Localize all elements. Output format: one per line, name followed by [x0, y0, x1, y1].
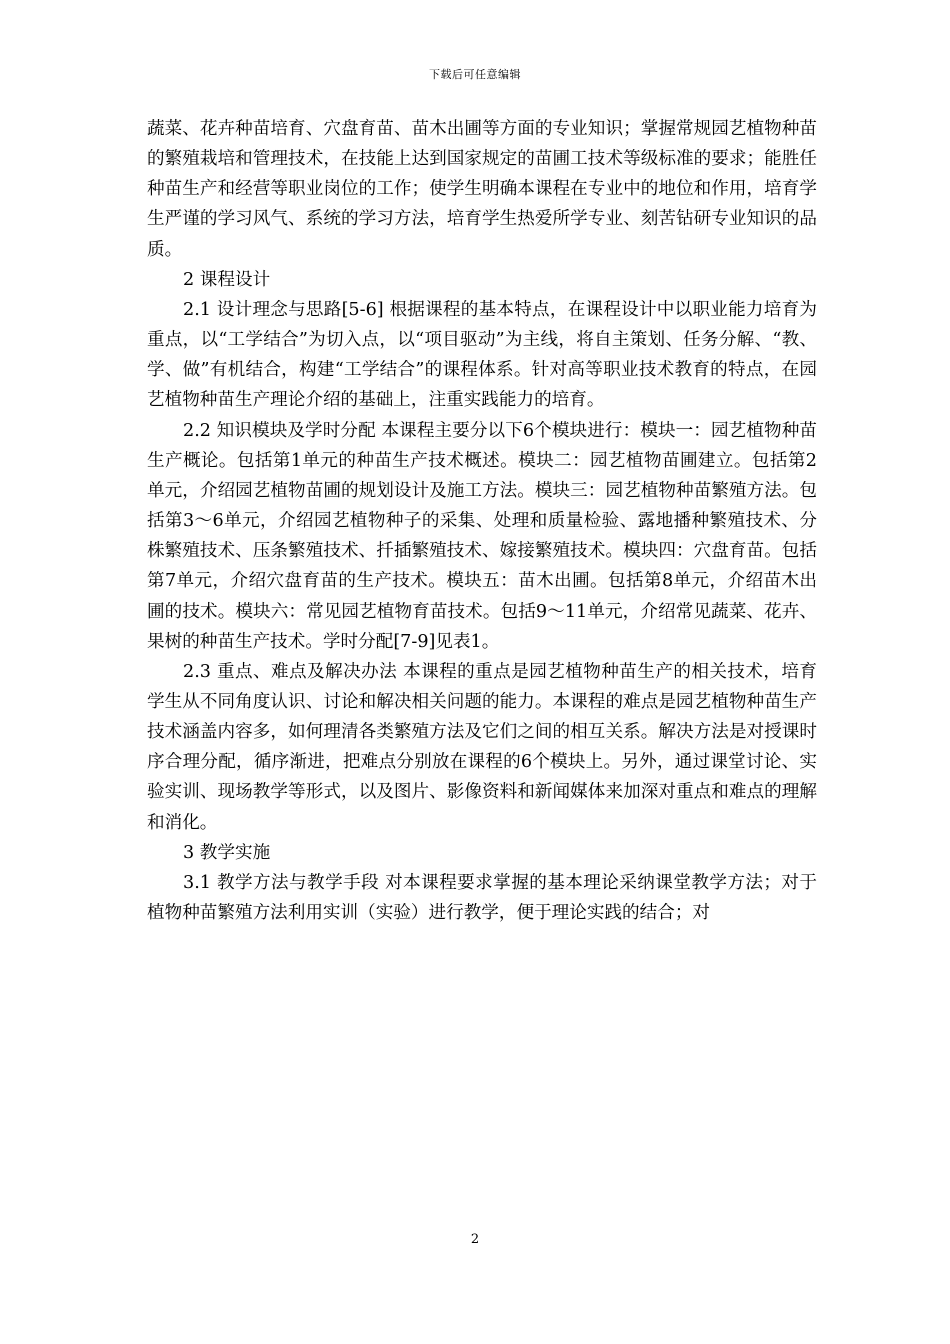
paragraph-3-1: 3.1 教学方法与教学手段 对本课程要求掌握的基本理论采纳课堂教学方法；对于植物种苗繁殖方法利用实训（实验）进行教学，便于理论实践的结合；对 — [147, 872, 817, 924]
page-header: 下载后可任意编辑 — [429, 68, 521, 81]
paragraph-2-2: 2.2 知识模块及学时分配 本课程主要分以下6个模块进行：模块一：园艺植物种苗生产概论。包括第1单元的种苗生产技术概述。模块二：园艺植物苗圃建立。包括第2单元，介绍园艺植物苗圃的规划设计及施工方法。模块三：园艺植物种苗繁殖方法。包括第3～6单元，介绍园艺植物种子的采集、处理和质量检验、露地播种繁殖技术、分株繁殖技术、压条繁殖技术、扦插繁殖技术、嫁接繁殖技术。模块四：穴盘育苗。包括第7单元，介绍穴盘育苗的生产技术。模块五：苗木出圃。包括第8单元，介绍苗木出圃的技术。模块六：常见园艺植物育苗技术。包括9～11单元，介绍常见蔬菜、花卉、果树的种苗生产技术。学时分配[7-9]见表1。 — [147, 420, 817, 652]
paragraph-2-1: 2.1 设计理念与思路[5-6] 根据课程的基本特点，在课程设计中以职业能力培育为重点，以“工学结合”为切入点，以“项目驱动”为主线，将自主策划、任务分解、“教、学、做”有机结合，构建“工学结合”的课程体系。针对高等职业技术教育的特点，在园艺植物种苗生产理论介绍的基础上，注重实践能力的培育。 — [147, 299, 817, 411]
document-body — [147, 114, 817, 928]
section-heading-2: 2 课程设计 — [183, 269, 271, 290]
paragraph-2-3: 2.3 重点、难点及解决办法 本课程的重点是园艺植物种苗生产的相关技术，培育学生从不同角度认识、讨论和解决相关问题的能力。本课程的难点是园艺植物种苗生产技术涵盖内容多，如何理清各类繁殖方法及它们之间的相互关系。解决方法是对授课时序合理分配，循序渐进，把难点分别放在课程的6个模块上。另外，通过课堂讨论、实验实训、现场教学等形式，以及图片、影像资料和新闻媒体来加深对重点和难点的理解和消化。 — [147, 661, 817, 833]
paragraph-continued: 蔬菜、花卉种苗培育、穴盘育苗、苗木出圃等方面的专业知识；掌握常规园艺植物种苗的繁殖栽培和管理技术，在技能上达到国家规定的苗圃工技术等级标准的要求；能胜任种苗生产和经营等职业岗位的工作；使学生明确本课程在专业中的地位和作用，培育学生严谨的学习风气、系统的学习方法，培育学生热爱所学专业、刻苦钻研专业知识的品质。 — [147, 119, 817, 260]
section-heading-3: 3 教学实施 — [183, 842, 271, 863]
page-number: 2 — [470, 1232, 480, 1247]
